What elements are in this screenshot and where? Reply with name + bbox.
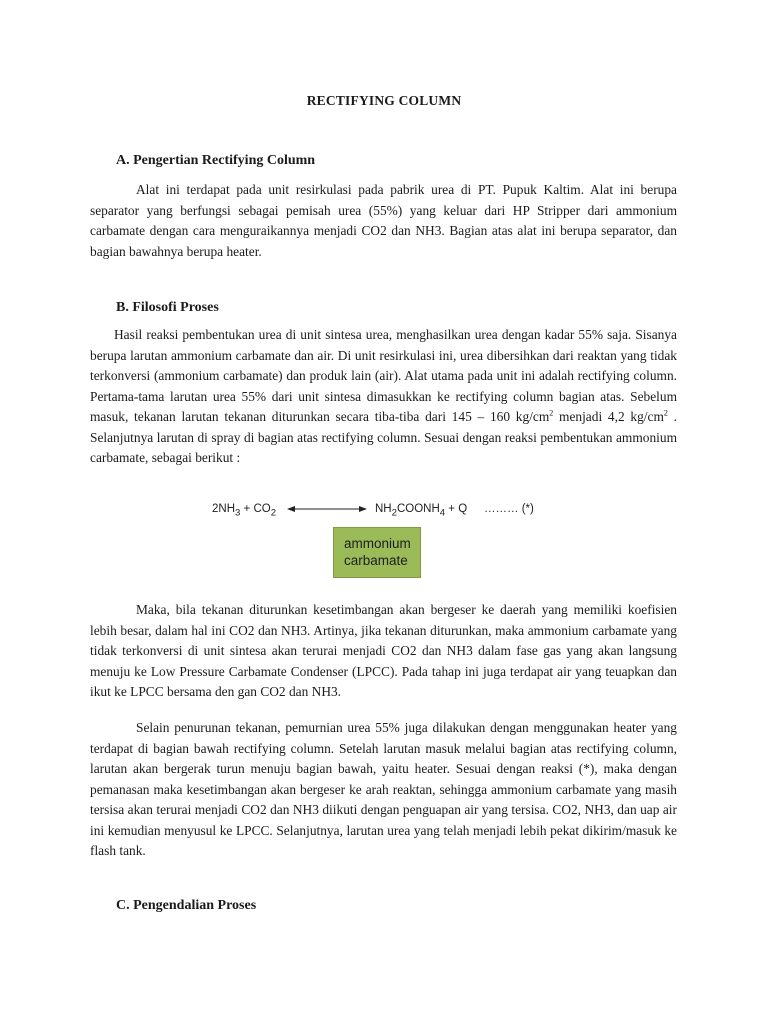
subscript: 3 bbox=[235, 507, 241, 519]
reactant-co2: + CO bbox=[240, 503, 271, 515]
paragraph-b1-text-1: Hasil reaksi pembentukan urea di unit sintesa urea, menghasilkan urea dengan kadar 55% saja. Sisanya berupa larutan ammonium carbamate dan air. Di unit resirkulasi ini, urea dibersihkan dari reaktan yang tidak terkonversi (ammonium carbamate) dan produk lain (air). Alat utama pada unit ini adalah rectifying column. Pertama-tama larutan urea 55% dari unit sintesa dimasukkan ke rectifying column bagian atas. Sebelum masuk, tekanan larutan tekanan diturunkan secara tiba-tiba dari 145 – 160 kg/cm bbox=[90, 327, 677, 424]
subscript: 4 bbox=[439, 507, 446, 519]
superscript-2: 2 bbox=[549, 408, 554, 418]
subscript: 2 bbox=[270, 507, 277, 519]
paragraph-b1 bbox=[90, 325, 677, 469]
equilibrium-arrow-icon bbox=[287, 504, 367, 514]
section-a-heading: A. Pengertian Rectifying Column bbox=[116, 153, 316, 168]
page-title: RECTIFYING COLUMN bbox=[306, 93, 462, 108]
product-heat: + Q bbox=[445, 503, 468, 515]
superscript-2: 2 bbox=[663, 408, 668, 418]
reaction-reactants bbox=[212, 503, 276, 518]
section-b-heading: B. Filosofi Proses bbox=[116, 300, 219, 315]
paragraph-a1: Alat ini terdapat pada unit resirkulasi pada pabrik urea di PT. Pupuk Kaltim. Alat ini berupa separator yang berfungsi sebagai pemisah urea (55%) yang keluar dari HP Stripper dari ammonium carbamate dengan cara menguraikannya menjadi CO2 dan NH3. Bagian atas alat ini berupa separator, dan bagian bawahnya berupa heater. bbox=[90, 182, 677, 259]
reaction-marker: ……… (*) bbox=[484, 503, 534, 515]
paragraph-b1-text-3: . Selanjutnya larutan di spray di bagian atas rectifying column. Sesuai dengan reaksi pembentukan ammonium carbamate, sebagai berikut : bbox=[90, 409, 677, 465]
paragraph-b3: Selain penurunan tekanan, pemurnian urea 55% juga dilakukan dengan menggunakan heater yang terdapat di bagian bawah rectifying column. Setelah larutan masuk melalui bagian atas rectifying column, larutan akan bergerak turun menuju bagian bawah, yaitu heater. Sesuai dengan reaksi (*), maka dengan pemanasan maka kesetimbangan akan bergeser ke arah reaktan, sehingga ammonium carbamate yang masih tersisa akan terurai menjadi CO2 dan NH3 diikuti dengan penguapan air yang tersisa. CO2, NH3, dan uap air ini kemudian menyusul ke LPCC. Selanjutnya, larutan urea yang telah menjadi lebih pekat dikirim/masuk ke flash tank. bbox=[90, 720, 677, 858]
product-nh2: NH bbox=[375, 503, 392, 515]
ammonium-carbamate-label-box bbox=[333, 527, 421, 578]
paragraph-b2: Maka, bila tekanan diturunkan kesetimbangan akan bergeser ke daerah yang memiliki koefisien lebih besar, dalam hal ini CO2 dan NH3. Artinya, jika tekanan diturunkan, maka ammonium carbamate yang tidak terkonversi di unit sintesa akan terurai menjadi CO2 dan NH3 dalam fase gas yang akan langsung menuju ke Low Pressure Carbamate Condenser (LPCC). Pada tahap ini juga terdapat air yang teuapkan dan ikut ke LPCC bersama den gan CO2 dan NH3. bbox=[90, 602, 677, 699]
subscript: 2 bbox=[391, 507, 397, 519]
label-box-line-1: ammonium bbox=[344, 536, 411, 551]
reactant-nh3: 2NH bbox=[212, 503, 236, 515]
paragraph-b1-text-2: menjadi 4,2 kg/cm bbox=[553, 409, 664, 424]
reaction-products bbox=[375, 503, 467, 518]
product-coonh: COONH bbox=[396, 503, 440, 515]
section-c-heading: C. Pengendalian Proses bbox=[116, 898, 257, 913]
label-box-line-2: carbamate bbox=[344, 553, 408, 568]
